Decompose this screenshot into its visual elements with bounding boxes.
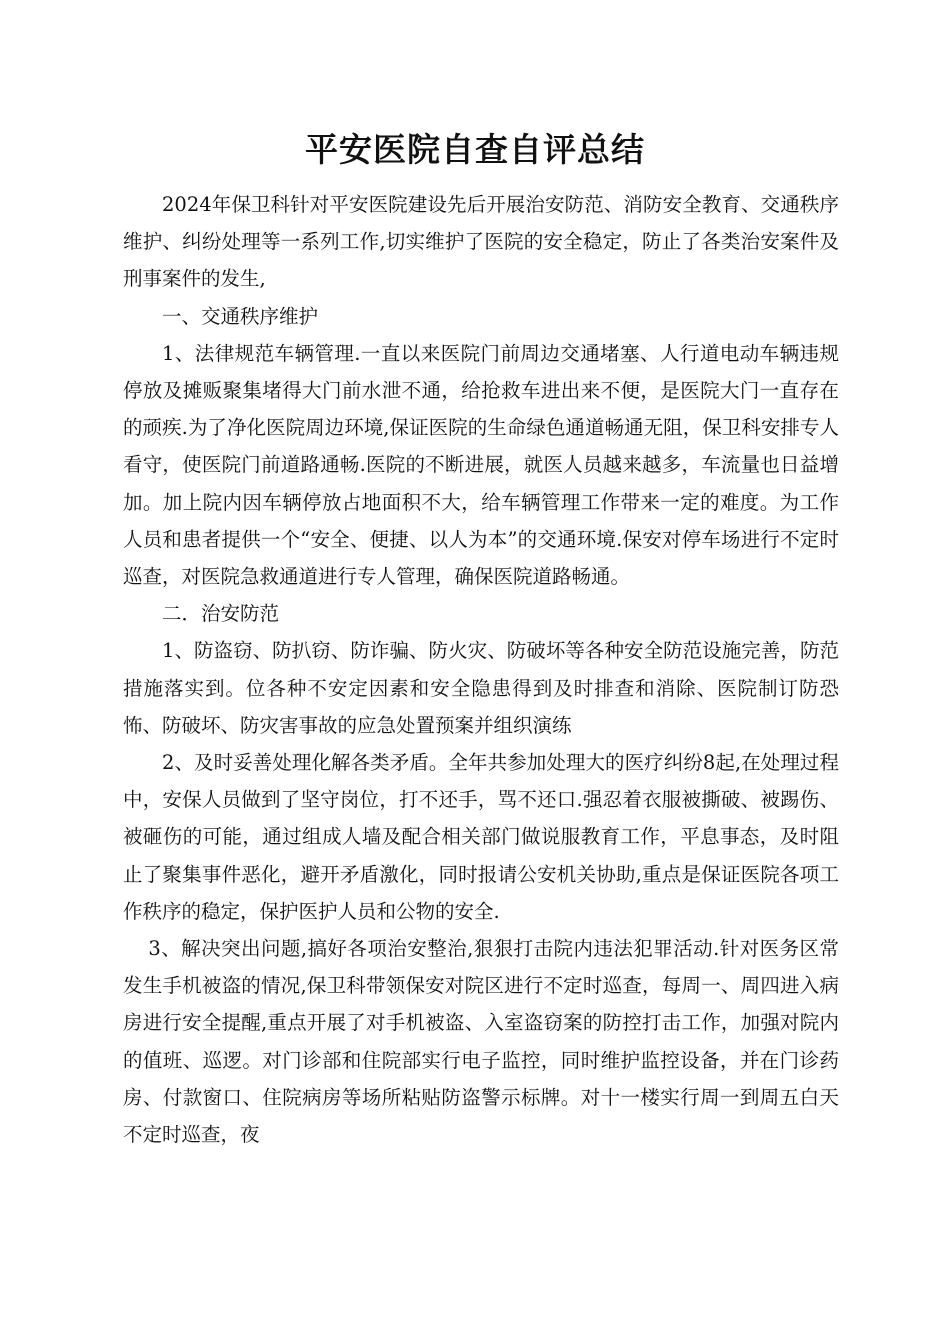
paragraph-vehicle-management: 1、法律规范车辆管理.一直以来医院门前周边交通堵塞、人行道电动车辆违规停放及摊贩聚集堵得大门前水泄不通，给抢救车进出来不便，是医院大门一直存在的顽疾.为了净化医院周边环境,保证医院的生命绿色通道畅通无阻，保卫科安排专人看守，使医院门前道路通畅.医院的不断进展，就医人员越来越多，车流量也日益增加。加上院内因车辆停放占地面积不大，给车辆管理工作带来一定的难度。为工作人员和患者提供一个“安全、便捷、以人为本”的交通环境.保安对停车场进行不定时巡查，对医院急救通道进行专人管理，确保医院道路畅通。 xyxy=(123,341,839,589)
intro-paragraph: 2024年保卫科针对平安医院建设先后开展治安防范、消防安全教育、交通秩序维护、纠纷处理等一系列工作,切实维护了医院的安全稳定，防止了各类治安案件及刑事案件的发生, xyxy=(123,193,839,291)
paragraph-prevention-measures: 1、防盗窃、防扒窃、防诈骗、防火灾、防破坏等各种安全防范设施完善，防范措施落实到。位各种不安定因素和安全隐患得到及时排查和消除、医院制订防恐怖、防破坏、防灾害事故的应急处置预案并组织演练 xyxy=(123,639,839,737)
section-heading-traffic: 一、交通秩序维护 xyxy=(162,304,319,328)
document-body xyxy=(123,186,839,1153)
document-title: 平安医院自查自评总结 xyxy=(305,130,645,169)
section-heading-security: 二．治安防范 xyxy=(162,602,280,626)
paragraph-crime-crackdown: 3、解决突出问题,搞好各项治安整治,狠狠打击院内违法犯罪活动.针对医务区常发生手机被盗的情况,保卫科带领保安对院区进行不定时巡查，每周一、周四进入病房进行安全提醒,重点开展了对手机被盗、入室盗窃案的防控打击工作，加强对院内的值班、巡逻。对门诊部和住院部实行电子监控，同时维护监控设备，并在门诊药房、付款窗口、住院病房等场所粘贴防盗警示标牌。对十一楼实行周一到周五白天不定时巡查，夜 xyxy=(123,937,839,1147)
paragraph-dispute-handling: 2、及时妥善处理化解各类矛盾。全年共参加处理大的医疗纠纷8起,在处理过程中，安保人员做到了坚守岗位，打不还手，骂不还口.强忍着衣服被撕破、被踢伤、被砸伤的可能，通过组成人墙及配合相关部门做说服教育工作，平息事态，及时阻止了聚集事件恶化，避开矛盾激化，同时报请公安机关协助,重点是保证医院各项工作秩序的稳定，保护医护人员和公物的安全. xyxy=(123,751,839,923)
